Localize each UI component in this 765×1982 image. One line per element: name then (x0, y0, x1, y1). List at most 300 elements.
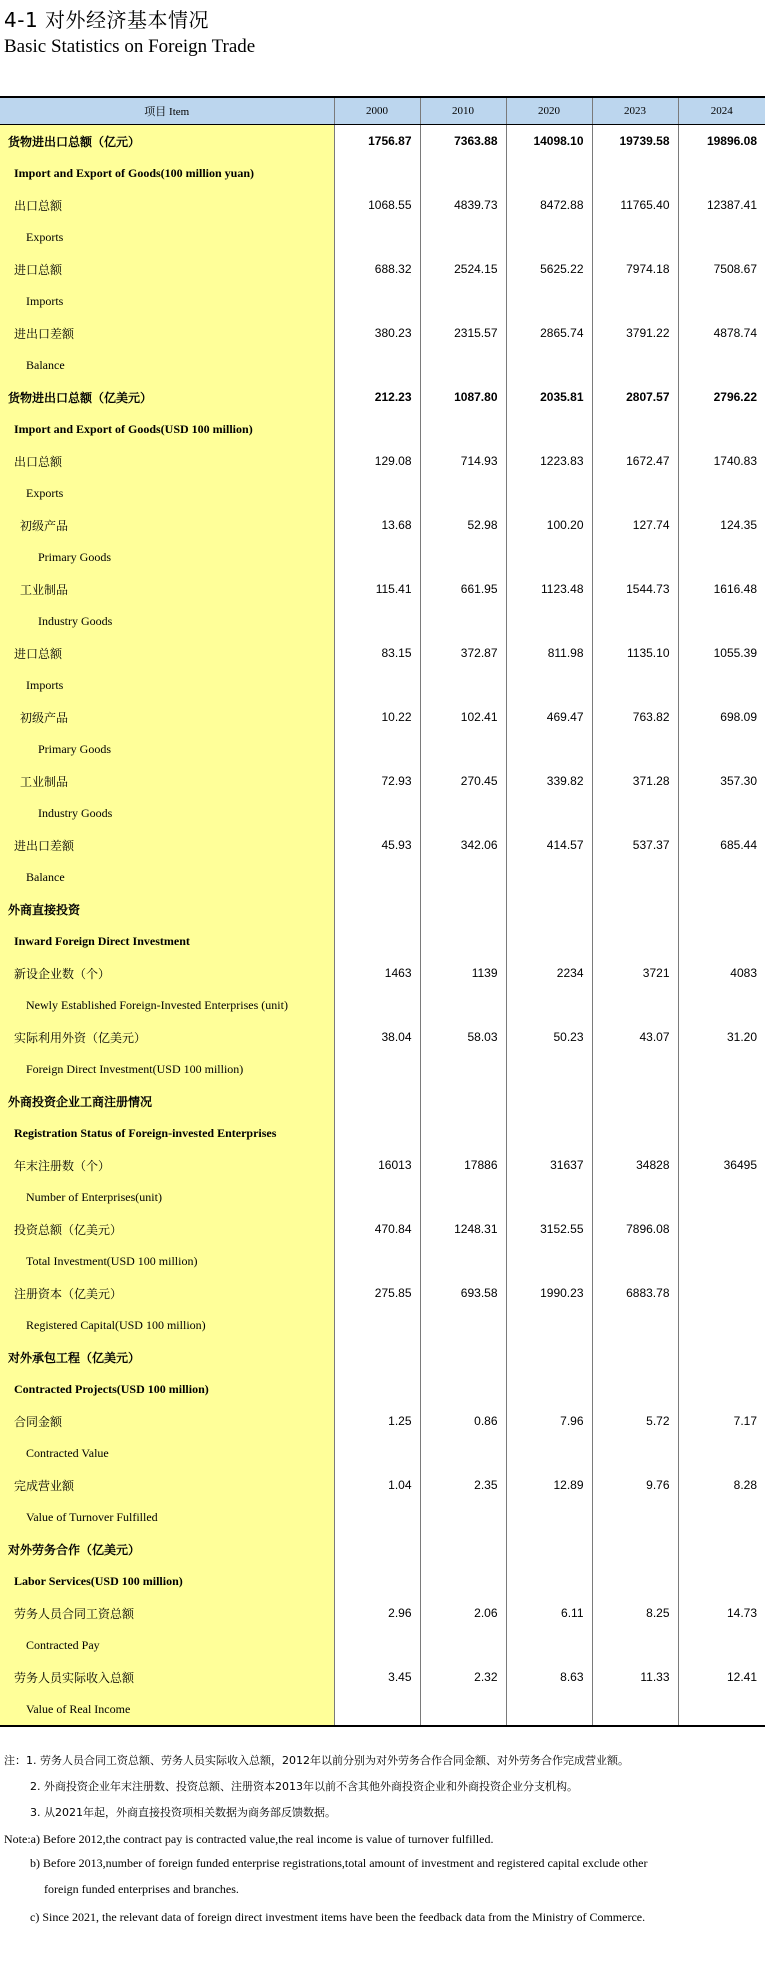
row-label-text: 初级产品 (20, 518, 69, 533)
cell-value (678, 413, 765, 445)
cell-value: 115.41 (334, 573, 420, 605)
cell-value (592, 1117, 678, 1149)
cell-value: 270.45 (420, 765, 506, 797)
cell-value (678, 1181, 765, 1213)
row-label (0, 1021, 334, 1053)
header-year: 2000 (334, 97, 420, 125)
cell-value: 1544.73 (592, 573, 678, 605)
cell-value: 45.93 (334, 829, 420, 861)
cell-value (420, 349, 506, 381)
cell-value (678, 669, 765, 701)
cell-value (592, 1245, 678, 1277)
row-label (0, 1341, 334, 1373)
row-label-text: 进口总额 (14, 262, 63, 277)
cell-value (334, 893, 420, 925)
table-row (0, 157, 765, 189)
cell-value: 129.08 (334, 445, 420, 477)
footnote-line: foreign funded enterprises and branches. (44, 1882, 239, 1896)
cell-value (592, 989, 678, 1021)
cell-value: 12.89 (506, 1469, 592, 1501)
table-row (0, 1341, 765, 1373)
cell-value: 19896.08 (706, 134, 757, 148)
cell-value (506, 1245, 592, 1277)
cell-value: 1055.39 (713, 646, 757, 660)
cell-value (334, 1629, 420, 1661)
cell-value (506, 1053, 592, 1085)
cell-value: 2524.15 (420, 253, 506, 285)
cell-value: 9.76 (592, 1469, 678, 1501)
cell-value: 100.20 (506, 509, 592, 541)
cell-value (678, 1245, 765, 1277)
row-label (0, 1661, 334, 1693)
cell-value (678, 221, 765, 253)
cell-value (334, 733, 420, 765)
row-label-text: Imports (26, 677, 64, 692)
cell-value (592, 1309, 678, 1341)
cell-value (420, 893, 506, 925)
row-label (0, 413, 334, 445)
cell-value: 212.23 (334, 381, 420, 413)
cell-value (334, 1053, 420, 1085)
cell-value (420, 669, 506, 701)
cell-value (420, 797, 506, 829)
cell-value: 357.30 (720, 774, 757, 788)
cell-value (678, 1373, 765, 1405)
table-row (0, 1149, 765, 1181)
row-label-text: Registered Capital(USD 100 million) (26, 1317, 206, 1332)
cell-value (678, 285, 765, 317)
row-label-text: 出口总额 (14, 198, 63, 213)
cell-value: 50.23 (506, 1021, 592, 1053)
cell-value (592, 1373, 678, 1405)
cell-value: 1087.80 (420, 381, 506, 413)
table-row (0, 381, 765, 413)
cell-value (678, 1053, 765, 1085)
table-row (0, 1597, 765, 1629)
cell-value (678, 1277, 765, 1309)
row-label-text: Import and Export of Goods(USD 100 million) (14, 421, 253, 436)
cell-value (420, 285, 506, 317)
table-row (0, 1693, 765, 1726)
row-label-text: 初级产品 (20, 710, 69, 725)
row-label (0, 861, 334, 893)
row-label-text: 实际利用外资（亿美元） (14, 1030, 147, 1045)
cell-value: 3152.55 (506, 1213, 592, 1245)
row-label (0, 957, 334, 989)
row-label (0, 1693, 334, 1726)
table-row (0, 1629, 765, 1661)
cell-value (678, 893, 765, 925)
page-title-cn: 4-1 对外经济基本情况 (4, 8, 210, 32)
cell-value (506, 221, 592, 253)
cell-value (678, 733, 765, 765)
row-label-text: 进出口差额 (14, 838, 75, 853)
row-label-text: 工业制品 (20, 582, 69, 597)
row-label-text: 外商投资企业工商注册情况 (8, 1094, 153, 1109)
cell-value: 7974.18 (592, 253, 678, 285)
cell-value (506, 285, 592, 317)
cell-value (592, 797, 678, 829)
cell-value (334, 541, 420, 573)
cell-value (420, 1629, 506, 1661)
table-row (0, 541, 765, 573)
cell-value: 11765.40 (592, 189, 678, 221)
row-label-text: 完成营业额 (14, 1478, 75, 1493)
row-label-text: Inward Foreign Direct Investment (14, 933, 190, 948)
cell-value (506, 669, 592, 701)
row-label (0, 1597, 334, 1629)
cell-value: 34828 (592, 1149, 678, 1181)
cell-value (420, 605, 506, 637)
cell-value (592, 893, 678, 925)
table-row (0, 1277, 765, 1309)
cell-value (506, 477, 592, 509)
table-row (0, 1661, 765, 1693)
cell-value (334, 1245, 420, 1277)
cell-value (420, 221, 506, 253)
table-row (0, 1085, 765, 1117)
table-row (0, 1405, 765, 1437)
cell-value: 8.28 (733, 1478, 757, 1492)
cell-value: 2796.22 (713, 390, 757, 404)
row-label (0, 765, 334, 797)
cell-value: 2.96 (334, 1597, 420, 1629)
cell-value (678, 605, 765, 637)
cell-value (678, 861, 765, 893)
cell-value (334, 989, 420, 1021)
cell-value: 3721 (592, 957, 678, 989)
table-body (0, 125, 765, 1727)
row-label-text: 对外劳务合作（亿美元） (8, 1542, 141, 1557)
row-label-text: Contracted Projects(USD 100 million) (14, 1381, 209, 1396)
cell-value (334, 157, 420, 189)
cell-value (420, 925, 506, 957)
cell-value (334, 861, 420, 893)
table-row (0, 125, 765, 158)
cell-value (420, 1085, 506, 1117)
table-row (0, 1021, 765, 1053)
cell-value (678, 1501, 765, 1533)
cell-value (420, 541, 506, 573)
row-label-text: 新设企业数（个） (14, 966, 111, 981)
row-label-text: 劳务人员合同工资总额 (14, 1606, 135, 1621)
row-label-text: Foreign Direct Investment(USD 100 million) (26, 1061, 244, 1076)
cell-value: 1123.48 (506, 573, 592, 605)
row-label (0, 1437, 334, 1469)
table-row (0, 701, 765, 733)
cell-value (506, 1117, 592, 1149)
table-row (0, 605, 765, 637)
cell-value: 14098.10 (506, 125, 592, 158)
cell-value: 4083 (730, 966, 757, 980)
cell-value: 763.82 (592, 701, 678, 733)
cell-value (420, 861, 506, 893)
cell-value (420, 1693, 506, 1726)
cell-value (334, 1693, 420, 1726)
cell-value: 1223.83 (506, 445, 592, 477)
row-label (0, 541, 334, 573)
cell-value (506, 1533, 592, 1565)
cell-value: 7.96 (506, 1405, 592, 1437)
cell-value (506, 1341, 592, 1373)
row-label-text: Contracted Value (26, 1445, 109, 1460)
footnote-line: c) Since 2021, the relevant data of foreign direct investment items have been the feedback data from the Ministry of Commerce. (30, 1910, 646, 1924)
cell-value (678, 989, 765, 1021)
cell-value (506, 893, 592, 925)
row-label-text: Newly Established Foreign-Invested Enterprises (unit) (26, 997, 288, 1012)
cell-value: 12387.41 (706, 198, 757, 212)
cell-value (506, 733, 592, 765)
cell-value: 83.15 (334, 637, 420, 669)
footnote-line: 3. 从2021年起，外商直接投资项相关数据为商务部反馈数据。 (30, 1806, 336, 1819)
row-label (0, 733, 334, 765)
cell-value: 380.23 (334, 317, 420, 349)
cell-value: 7508.67 (713, 262, 757, 276)
cell-value (334, 413, 420, 445)
cell-value: 43.07 (592, 1021, 678, 1053)
row-label (0, 477, 334, 509)
page-title-en: Basic Statistics on Foreign Trade (4, 36, 256, 57)
table-row (0, 285, 765, 317)
table-row (0, 317, 765, 349)
cell-value: 31.20 (726, 1030, 757, 1044)
cell-value: 661.95 (420, 573, 506, 605)
table-row (0, 637, 765, 669)
table-row (0, 221, 765, 253)
cell-value: 14.73 (726, 1606, 757, 1620)
row-label-text: Primary Goods (38, 741, 111, 756)
cell-value: 6883.78 (592, 1277, 678, 1309)
cell-value: 2234 (506, 957, 592, 989)
cell-value (592, 285, 678, 317)
cell-value (420, 1309, 506, 1341)
cell-value: 6.11 (506, 1597, 592, 1629)
table-row (0, 861, 765, 893)
cell-value: 275.85 (334, 1277, 420, 1309)
cell-value: 693.58 (420, 1277, 506, 1309)
cell-value (678, 1693, 765, 1726)
row-label (0, 1629, 334, 1661)
cell-value: 102.41 (420, 701, 506, 733)
cell-value (592, 221, 678, 253)
cell-value (678, 349, 765, 381)
cell-value (506, 989, 592, 1021)
cell-value (506, 1181, 592, 1213)
cell-value (678, 1085, 765, 1117)
row-label-text: Labor Services(USD 100 million) (14, 1573, 183, 1588)
row-label (0, 1213, 334, 1245)
cell-value: 52.98 (420, 509, 506, 541)
cell-value: 1672.47 (592, 445, 678, 477)
footnote-line: 注：1. 劳务人员合同工资总额、劳务人员实际收入总额，2012年以前分别为对外劳务合作合同金额、对外劳务合作完成营业额。 (4, 1754, 629, 1767)
cell-value (678, 1341, 765, 1373)
statistics-table (0, 96, 765, 1727)
cell-value: 698.09 (720, 710, 757, 724)
row-label (0, 1501, 334, 1533)
cell-value: 2.35 (420, 1469, 506, 1501)
row-label (0, 157, 334, 189)
cell-value: 537.37 (592, 829, 678, 861)
footnote-line: 2. 外商投资企业年末注册数、投资总额、注册资本2013年以前不含其他外商投资企业和外商投资企业分支机构。 (30, 1780, 578, 1793)
row-label-text: Primary Goods (38, 549, 111, 564)
cell-value: 685.44 (720, 838, 757, 852)
cell-value: 1740.83 (713, 454, 757, 468)
table-row (0, 1565, 765, 1597)
row-label (0, 989, 334, 1021)
cell-value (678, 925, 765, 957)
cell-value (420, 157, 506, 189)
table-row (0, 349, 765, 381)
cell-value: 7363.88 (420, 125, 506, 158)
cell-value: 811.98 (506, 637, 592, 669)
table-row (0, 1181, 765, 1213)
cell-value (334, 1501, 420, 1533)
cell-value (420, 413, 506, 445)
table-row (0, 413, 765, 445)
cell-value: 38.04 (334, 1021, 420, 1053)
row-label (0, 1117, 334, 1149)
table-row (0, 1533, 765, 1565)
row-label (0, 1469, 334, 1501)
row-label (0, 445, 334, 477)
cell-value (678, 157, 765, 189)
cell-value (334, 797, 420, 829)
row-label-text: Contracted Pay (26, 1637, 100, 1652)
cell-value: 1616.48 (713, 582, 757, 596)
cell-value: 1248.31 (420, 1213, 506, 1245)
row-label-text: Balance (26, 357, 65, 372)
row-label (0, 1309, 334, 1341)
row-label (0, 1565, 334, 1597)
row-label-text: 出口总额 (14, 454, 63, 469)
cell-value (334, 221, 420, 253)
row-label (0, 349, 334, 381)
cell-value: 31637 (506, 1149, 592, 1181)
cell-value (592, 669, 678, 701)
cell-value: 470.84 (334, 1213, 420, 1245)
row-label (0, 1181, 334, 1213)
row-label-text: 货物进出口总额（亿元） (8, 134, 141, 149)
cell-value (420, 733, 506, 765)
row-label-text: Value of Turnover Fulfilled (26, 1509, 158, 1524)
row-label-text: 外商直接投资 (8, 902, 81, 917)
cell-value: 36495 (723, 1158, 757, 1172)
cell-value: 1139 (420, 957, 506, 989)
cell-value (506, 1501, 592, 1533)
row-label-text: 年末注册数（个） (14, 1158, 111, 1173)
cell-value (334, 1309, 420, 1341)
cell-value (334, 1117, 420, 1149)
cell-value (420, 1053, 506, 1085)
cell-value (678, 477, 765, 509)
cell-value (678, 1533, 765, 1565)
cell-value: 72.93 (334, 765, 420, 797)
cell-value (592, 477, 678, 509)
cell-value (334, 1533, 420, 1565)
cell-value: 58.03 (420, 1021, 506, 1053)
row-label-text: Value of Real Income (26, 1701, 131, 1716)
cell-value (334, 669, 420, 701)
header-year: 2020 (506, 97, 592, 125)
row-label (0, 125, 334, 158)
cell-value (592, 1341, 678, 1373)
cell-value: 688.32 (334, 253, 420, 285)
header-year: 2010 (420, 97, 506, 125)
row-label (0, 253, 334, 285)
cell-value (334, 1565, 420, 1597)
cell-value: 127.74 (592, 509, 678, 541)
cell-value: 7896.08 (592, 1213, 678, 1245)
cell-value (420, 1373, 506, 1405)
cell-value: 8.25 (592, 1597, 678, 1629)
cell-value (592, 925, 678, 957)
row-label (0, 605, 334, 637)
row-label-text: Balance (26, 869, 65, 884)
cell-value (678, 1437, 765, 1469)
cell-value (592, 349, 678, 381)
table-row (0, 573, 765, 605)
cell-value (678, 1117, 765, 1149)
row-label (0, 1533, 334, 1565)
cell-value (678, 1213, 765, 1245)
cell-value (420, 1181, 506, 1213)
cell-value: 2035.81 (506, 381, 592, 413)
cell-value: 2.06 (420, 1597, 506, 1629)
cell-value: 0.86 (420, 1405, 506, 1437)
cell-value: 2865.74 (506, 317, 592, 349)
row-label-text: Imports (26, 293, 64, 308)
row-label (0, 1277, 334, 1309)
table-row (0, 1469, 765, 1501)
cell-value (334, 925, 420, 957)
row-label-text: 合同金额 (14, 1414, 63, 1429)
cell-value (420, 1565, 506, 1597)
cell-value (678, 541, 765, 573)
cell-value: 469.47 (506, 701, 592, 733)
cell-value (506, 1693, 592, 1726)
cell-value (334, 349, 420, 381)
row-label (0, 701, 334, 733)
cell-value: 2315.57 (420, 317, 506, 349)
cell-value (334, 285, 420, 317)
row-label-text: Number of Enterprises(unit) (26, 1189, 162, 1204)
table-row (0, 1309, 765, 1341)
cell-value (506, 157, 592, 189)
cell-value: 4839.73 (420, 189, 506, 221)
cell-value (506, 797, 592, 829)
table-row (0, 509, 765, 541)
cell-value (334, 1085, 420, 1117)
row-label-text: Industry Goods (38, 613, 113, 628)
row-label (0, 285, 334, 317)
cell-value: 371.28 (592, 765, 678, 797)
row-label (0, 381, 334, 413)
cell-value: 5625.22 (506, 253, 592, 285)
cell-value (506, 1373, 592, 1405)
cell-value: 16013 (334, 1149, 420, 1181)
cell-value (334, 477, 420, 509)
cell-value: 372.87 (420, 637, 506, 669)
cell-value: 5.72 (592, 1405, 678, 1437)
cell-value: 8.63 (506, 1661, 592, 1693)
cell-value (506, 349, 592, 381)
row-label-text: Exports (26, 485, 64, 500)
row-label (0, 509, 334, 541)
header-year: 2024 (678, 97, 765, 125)
cell-value (506, 1309, 592, 1341)
cell-value: 124.35 (720, 518, 757, 532)
cell-value: 2.32 (420, 1661, 506, 1693)
